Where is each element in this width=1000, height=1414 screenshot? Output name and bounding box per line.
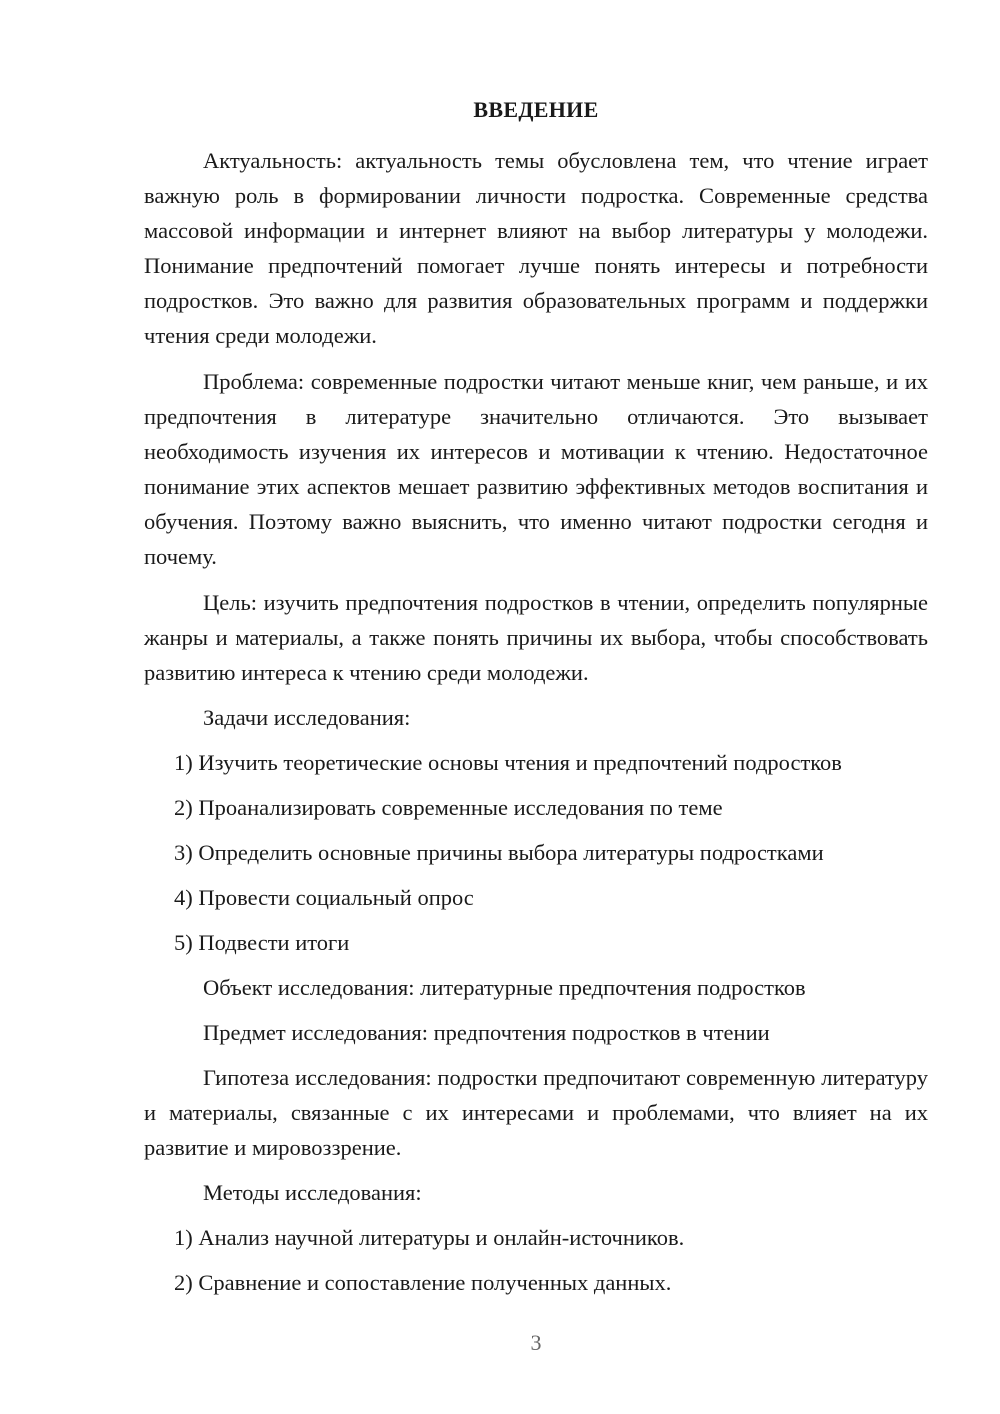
task-item-3: 3) Определить основные причины выбора литературы подростками xyxy=(174,840,824,865)
section-heading: ВВЕДЕНИЕ xyxy=(473,97,599,122)
research-subject: Предмет исследования: предпочтения подростков в чтении xyxy=(203,1020,770,1045)
page-number: 3 xyxy=(530,1330,542,1355)
method-item-1: 1) Анализ научной литературы и онлайн-источников. xyxy=(174,1225,685,1250)
task-item-2: 2) Проанализировать современные исследования по теме xyxy=(174,795,723,820)
relevance-paragraph: Актуальность: актуальность темы обусловлена тем, что чтение играет важную роль в формировании личности подростка. Современные средства массовой информации и интернет влияют на выбор литературы у молодежи. Понимание предпочтений помогает лучше понять интересы и потребности подростков. Это важно для развития образовательных программ и поддержки чтения среди молодежи. xyxy=(144,148,928,348)
document-page xyxy=(144,94,928,1300)
goal-paragraph: Цель: изучить предпочтения подростков в чтении, определить популярные жанры и материалы, а также понять причины их выбора, чтобы способствовать развитию интереса к чтению среди молодежи. xyxy=(144,590,928,685)
task-item-1: 1) Изучить теоретические основы чтения и предпочтений подростков xyxy=(174,750,842,775)
research-object: Объект исследования: литературные предпочтения подростков xyxy=(203,975,806,1000)
tasks-title: Задачи исследования: xyxy=(203,705,411,730)
task-item-4: 4) Провести социальный опрос xyxy=(174,885,474,910)
task-item-5: 5) Подвести итоги xyxy=(174,930,350,955)
hypothesis-paragraph: Гипотеза исследования: подростки предпочитают современную литературу и материалы, связанные с их интересами и проблемами, что влияет на их развитие и мировоззрение. xyxy=(144,1065,928,1160)
problem-paragraph: Проблема: современные подростки читают меньше книг, чем раньше, и их предпочтения в литературе значительно отличаются. Это вызывает необходимость изучения их интересов и мотивации к чтению. Недостаточное понимание этих аспектов мешает развитию эффективных методов воспитания и обучения. Поэтому важно выяснить, что именно читают подростки сегодня и почему. xyxy=(144,369,928,569)
method-item-2: 2) Сравнение и сопоставление полученных данных. xyxy=(174,1270,672,1295)
methods-title: Методы исследования: xyxy=(203,1180,422,1205)
